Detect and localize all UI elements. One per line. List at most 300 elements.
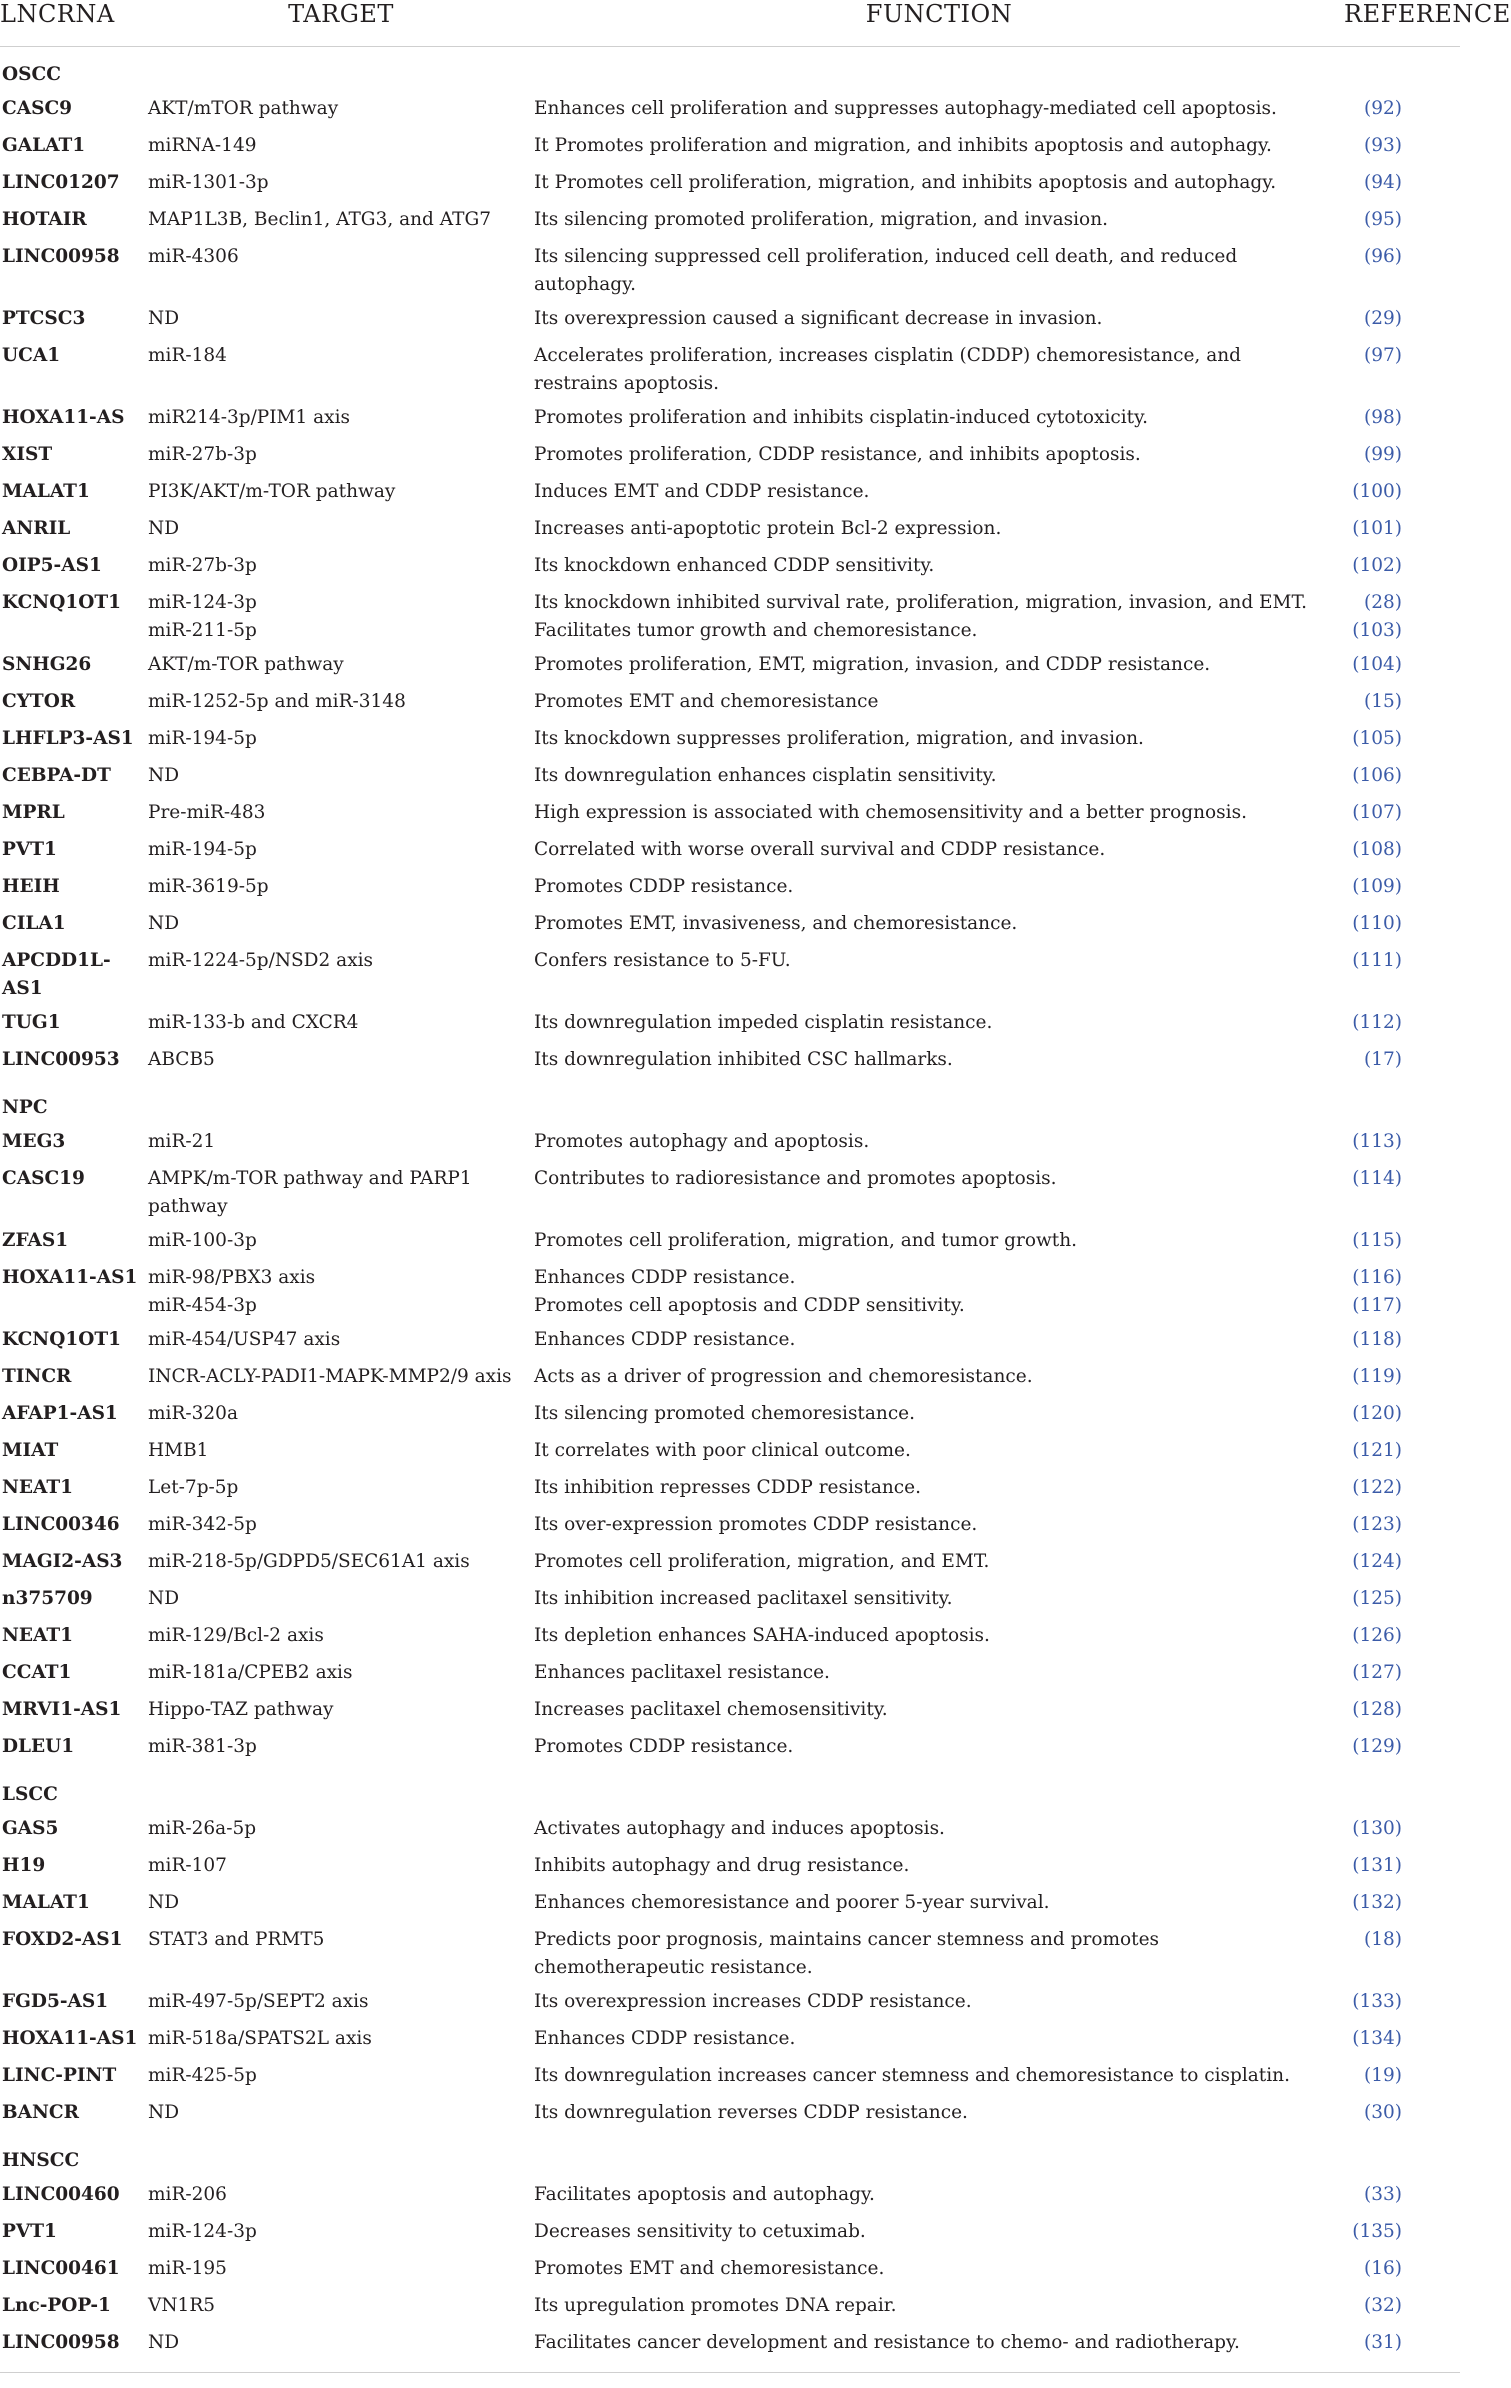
cell-function-line: Accelerates proliferation, increases cisplatin (CDDP) chemoresistance, and restrains apoptosis.	[534, 345, 1241, 394]
cell-target-line: VN1R5	[148, 2295, 216, 2316]
cell-reference	[1344, 870, 1460, 907]
cell-function-line: Its downregulation impeded cisplatin resistance.	[534, 1012, 993, 1033]
cell-function-line: Enhances cell proliferation and suppresses autophagy-mediated cell apoptosis.	[534, 98, 1277, 119]
cell-reference-line[interactable]: (28)	[1364, 592, 1402, 613]
cell-target-line: miRNA-149	[148, 135, 257, 156]
cell-reference-line[interactable]: (101)	[1352, 518, 1402, 539]
cell-target	[148, 1693, 534, 1730]
cell-function	[534, 1125, 1344, 1162]
cell-reference-line[interactable]: (134)	[1352, 2028, 1402, 2049]
section-row	[0, 1080, 1460, 1125]
cell-function	[534, 1656, 1344, 1693]
cell-lncrna: TUG1	[2, 1012, 61, 1033]
cell-lncrna: CYTOR	[2, 691, 76, 712]
cell-reference	[1344, 438, 1460, 475]
cell-reference-line[interactable]: (92)	[1364, 98, 1402, 119]
cell-reference-line[interactable]: (94)	[1364, 172, 1402, 193]
cell-reference-line[interactable]: (117)	[1352, 1295, 1402, 1316]
cell-target-line: miR-206	[148, 2184, 227, 2205]
cell-lncrna: CEBPA-DT	[2, 765, 111, 786]
cell-target	[148, 240, 534, 302]
cell-reference-line[interactable]: (113)	[1352, 1131, 1402, 1152]
cell-function	[534, 586, 1344, 648]
cell-lncrna: MIAT	[2, 1440, 59, 1461]
cell-function-line: Its upregulation promotes DNA repair.	[534, 2295, 897, 2316]
cell-target	[148, 1886, 534, 1923]
cell-reference-line[interactable]: (115)	[1352, 1230, 1402, 1251]
cell-reference	[1344, 1693, 1460, 1730]
table-row	[0, 685, 1460, 722]
cell-reference-line[interactable]: (132)	[1352, 1892, 1402, 1913]
table-row	[0, 2289, 1460, 2326]
cell-function	[534, 1508, 1344, 1545]
cell-function-line: Its overexpression caused a significant decrease in invasion.	[534, 308, 1103, 329]
cell-reference	[1344, 549, 1460, 586]
cell-reference-line[interactable]: (119)	[1352, 1366, 1402, 1387]
cell-target	[148, 586, 534, 648]
cell-reference	[1344, 1508, 1460, 1545]
cell-target-line: ABCB5	[148, 1049, 215, 1070]
cell-function-line: Its downregulation increases cancer stemness and chemoresistance to cisplatin.	[534, 2065, 1290, 2086]
table-row	[0, 1397, 1460, 1434]
cell-target-line: miR-320a	[148, 1403, 238, 1424]
section-label: NPC	[2, 1097, 48, 1118]
cell-lncrna: H19	[2, 1855, 46, 1876]
cell-lncrna: LINC01207	[2, 172, 120, 193]
cell-function-line: Enhances CDDP resistance.	[534, 1267, 796, 1288]
cell-target	[148, 302, 534, 339]
cell-reference-line[interactable]: (29)	[1364, 308, 1402, 329]
cell-function-line: Induces EMT and CDDP resistance.	[534, 481, 870, 502]
cell-target-line: miR-133-b and CXCR4	[148, 1012, 359, 1033]
cell-reference	[1344, 1923, 1460, 1985]
cell-function	[534, 549, 1344, 586]
cell-function	[534, 1923, 1344, 1985]
cell-lncrna: NEAT1	[2, 1477, 73, 1498]
cell-reference-line[interactable]: (109)	[1352, 876, 1402, 897]
cell-function	[534, 1434, 1344, 1471]
cell-function	[534, 438, 1344, 475]
cell-lncrna: MALAT1	[2, 481, 90, 502]
cell-target	[148, 870, 534, 907]
cell-target-line: miR-184	[148, 345, 227, 366]
cell-function-line: Facilitates tumor growth and chemoresistance.	[534, 620, 978, 641]
cell-function	[534, 2252, 1344, 2289]
table-row	[0, 302, 1460, 339]
cell-function-line: Its knockdown enhanced CDDP sensitivity.	[534, 555, 935, 576]
cell-function-line: Promotes cell apoptosis and CDDP sensitivity.	[534, 1295, 965, 1316]
cell-reference-line[interactable]: (15)	[1364, 691, 1402, 712]
cell-reference	[1344, 1545, 1460, 1582]
cell-target	[148, 1582, 534, 1619]
cell-target	[148, 1730, 534, 1767]
cell-function	[534, 339, 1344, 401]
cell-reference-line[interactable]: (121)	[1352, 1440, 1402, 1461]
cell-function-line: Its silencing promoted proliferation, migration, and invasion.	[534, 209, 1108, 230]
cell-target-line: INCR-ACLY-PADI1-MAPK-MMP2/9 axis	[148, 1366, 512, 1387]
table-row	[0, 2059, 1460, 2096]
cell-reference	[1344, 1812, 1460, 1849]
cell-lncrna: CCAT1	[2, 1662, 72, 1683]
cell-function	[534, 92, 1344, 129]
cell-reference-line[interactable]: (19)	[1364, 2065, 1402, 2086]
cell-target-line: miR-1301-3p	[148, 172, 269, 193]
cell-reference	[1344, 1582, 1460, 1619]
cell-reference-line[interactable]: (108)	[1352, 839, 1402, 860]
cell-target-line: miR-218-5p/GDPD5/SEC61A1 axis	[148, 1551, 470, 1572]
cell-reference	[1344, 2096, 1460, 2133]
cell-target-line: ND	[148, 518, 180, 539]
table-row	[0, 1508, 1460, 1545]
cell-target	[148, 833, 534, 870]
cell-lncrna: MPRL	[2, 802, 65, 823]
cell-function	[534, 1261, 1344, 1323]
cell-reference-line[interactable]: (129)	[1352, 1736, 1402, 1757]
header-function: FUNCTION	[534, 0, 1344, 47]
cell-target	[148, 512, 534, 549]
cell-target-line: PI3K/AKT/m-TOR pathway	[148, 481, 396, 502]
cell-target-line: miR-1224-5p/NSD2 axis	[148, 950, 374, 971]
cell-target-line: Pre-miR-483	[148, 802, 266, 823]
cell-target-line: ND	[148, 1892, 180, 1913]
table-row	[0, 870, 1460, 907]
cell-lncrna: HOTAIR	[2, 209, 87, 230]
cell-reference-line[interactable]: (98)	[1364, 407, 1402, 428]
cell-reference-line[interactable]: (31)	[1364, 2332, 1402, 2353]
cell-reference-line[interactable]: (18)	[1364, 1929, 1402, 1950]
cell-lncrna: HEIH	[2, 876, 60, 897]
cell-target	[148, 759, 534, 796]
table-row	[0, 1323, 1460, 1360]
cell-lncrna: AFAP1-AS1	[2, 1403, 118, 1424]
cell-lncrna: HOXA11-AS1	[2, 1267, 138, 1288]
cell-reference-line[interactable]: (96)	[1364, 246, 1402, 267]
cell-function-line: Acts as a driver of progression and chemoresistance.	[534, 1366, 1033, 1387]
cell-target	[148, 1323, 534, 1360]
table-body	[0, 47, 1460, 2373]
cell-lncrna: GAS5	[2, 1818, 59, 1839]
cell-lncrna: MRVI1-AS1	[2, 1699, 122, 1720]
cell-target-line: miR-100-3p	[148, 1230, 257, 1251]
cell-function	[534, 2178, 1344, 2215]
cell-target	[148, 2252, 534, 2289]
cell-target-line: AKT/m-TOR pathway	[148, 654, 344, 675]
cell-reference	[1344, 1656, 1460, 1693]
cell-reference-line[interactable]: (32)	[1364, 2295, 1402, 2316]
cell-target	[148, 1508, 534, 1545]
cell-function	[534, 1582, 1344, 1619]
cell-target	[148, 2096, 534, 2133]
cell-function	[534, 1323, 1344, 1360]
cell-function-line: Confers resistance to 5-FU.	[534, 950, 791, 971]
cell-reference-line[interactable]: (130)	[1352, 1818, 1402, 1839]
table-row	[0, 2022, 1460, 2059]
cell-reference	[1344, 2215, 1460, 2252]
cell-reference	[1344, 907, 1460, 944]
cell-reference	[1344, 833, 1460, 870]
cell-lncrna: FGD5-AS1	[2, 1991, 109, 2012]
cell-function	[534, 475, 1344, 512]
cell-target-line: miR-3619-5p	[148, 876, 269, 897]
cell-reference	[1344, 339, 1460, 401]
cell-lncrna: SNHG26	[2, 654, 92, 675]
cell-target	[148, 1125, 534, 1162]
cell-function	[534, 870, 1344, 907]
cell-function	[534, 944, 1344, 1006]
table-row	[0, 1812, 1460, 1849]
table-row	[0, 1471, 1460, 1508]
cell-target-line: miR-107	[148, 1855, 227, 1876]
table-row	[0, 339, 1460, 401]
table-row	[0, 1730, 1460, 1767]
cell-lncrna: OIP5-AS1	[2, 555, 102, 576]
cell-target	[148, 1985, 534, 2022]
cell-target-line: miR-454/USP47 axis	[148, 1329, 341, 1350]
cell-reference-line[interactable]: (16)	[1364, 2258, 1402, 2279]
cell-function	[534, 2096, 1344, 2133]
cell-lncrna: CILA1	[2, 913, 66, 934]
cell-reference-line[interactable]: (33)	[1364, 2184, 1402, 2205]
cell-reference-line[interactable]: (17)	[1364, 1049, 1402, 1070]
cell-function-line: Enhances CDDP resistance.	[534, 2028, 796, 2049]
cell-reference	[1344, 512, 1460, 549]
cell-reference-line[interactable]: (105)	[1352, 728, 1402, 749]
cell-reference-line[interactable]: (95)	[1364, 209, 1402, 230]
cell-lncrna: LINC-PINT	[2, 2065, 117, 2086]
table-row	[0, 129, 1460, 166]
cell-function-line: Promotes proliferation and inhibits cisplatin-induced cytotoxicity.	[534, 407, 1148, 428]
cell-target-line: ND	[148, 2332, 180, 2353]
cell-target	[148, 648, 534, 685]
cell-reference-line[interactable]: (30)	[1364, 2102, 1402, 2123]
cell-reference	[1344, 1261, 1460, 1323]
cell-target	[148, 1923, 534, 1985]
cell-function	[534, 1619, 1344, 1656]
cell-lncrna: LINC00346	[2, 1514, 120, 1535]
cell-target	[148, 203, 534, 240]
cell-lncrna: UCA1	[2, 345, 61, 366]
cell-reference-line[interactable]: (110)	[1352, 913, 1402, 934]
cell-reference-line[interactable]: (114)	[1352, 1168, 1402, 1189]
cell-function-line: It Promotes proliferation and migration, and inhibits apoptosis and autophagy.	[534, 135, 1272, 156]
table-row	[0, 944, 1460, 1006]
table-row	[0, 401, 1460, 438]
cell-lncrna: DLEU1	[2, 1736, 75, 1757]
cell-target	[148, 944, 534, 1006]
cell-reference-line[interactable]: (126)	[1352, 1625, 1402, 1646]
cell-reference-line[interactable]: (99)	[1364, 444, 1402, 465]
cell-function-line: Facilitates cancer development and resistance to chemo- and radiotherapy.	[534, 2332, 1240, 2353]
cell-reference-line[interactable]: (133)	[1352, 1991, 1402, 2012]
cell-reference	[1344, 796, 1460, 833]
cell-function-line: Its downregulation reverses CDDP resistance.	[534, 2102, 968, 2123]
cell-function-line: Its knockdown suppresses proliferation, migration, and invasion.	[534, 728, 1144, 749]
cell-target	[148, 2178, 534, 2215]
header-lncrna: LNCRNA	[0, 0, 148, 47]
cell-function-line: Promotes autophagy and apoptosis.	[534, 1131, 870, 1152]
cell-lncrna: NEAT1	[2, 1625, 73, 1646]
cell-function-line: Its silencing suppressed cell proliferation, induced cell death, and reduced autophagy.	[534, 246, 1238, 295]
cell-reference	[1344, 2022, 1460, 2059]
cell-target	[148, 2022, 534, 2059]
cell-lncrna: MALAT1	[2, 1892, 90, 1913]
cell-lncrna: LINC00958	[2, 246, 120, 267]
cell-function-line: Its depletion enhances SAHA-induced apoptosis.	[534, 1625, 990, 1646]
cell-reference	[1344, 1730, 1460, 1767]
cell-target-line: miR-425-5p	[148, 2065, 257, 2086]
cell-reference-line[interactable]: (125)	[1352, 1588, 1402, 1609]
cell-function-line: Its downregulation inhibited CSC hallmarks.	[534, 1049, 953, 1070]
cell-reference-line[interactable]: (112)	[1352, 1012, 1402, 1033]
cell-function-line: High expression is associated with chemosensitivity and a better prognosis.	[534, 802, 1247, 823]
cell-reference	[1344, 92, 1460, 129]
cell-reference-line[interactable]: (107)	[1352, 802, 1402, 823]
cell-reference-line[interactable]: (104)	[1352, 654, 1402, 675]
cell-target-line: miR-497-5p/SEPT2 axis	[148, 1991, 369, 2012]
table-row	[0, 1923, 1460, 1985]
cell-lncrna: GALAT1	[2, 135, 86, 156]
section-label: OSCC	[2, 64, 61, 85]
cell-reference-line[interactable]: (118)	[1352, 1329, 1402, 1350]
cell-reference	[1344, 1043, 1460, 1080]
cell-reference	[1344, 129, 1460, 166]
cell-target-line: miR214-3p/PIM1 axis	[148, 407, 351, 428]
cell-target	[148, 1545, 534, 1582]
cell-target-line: ND	[148, 913, 180, 934]
table-row	[0, 759, 1460, 796]
cell-function	[534, 512, 1344, 549]
cell-reference-line[interactable]: (106)	[1352, 765, 1402, 786]
cell-target	[148, 1619, 534, 1656]
table-row	[0, 512, 1460, 549]
table-row	[0, 1985, 1460, 2022]
cell-reference-line[interactable]: (135)	[1352, 2221, 1402, 2242]
table-row	[0, 2326, 1460, 2373]
cell-function-line: Its inhibition represses CDDP resistance.	[534, 1477, 921, 1498]
cell-target-line: AMPK/m-TOR pathway and PARP1 pathway	[148, 1168, 472, 1217]
cell-lncrna: LINC00461	[2, 2258, 120, 2279]
cell-target-line: ND	[148, 765, 180, 786]
cell-function-line: Inhibits autophagy and drug resistance.	[534, 1855, 910, 1876]
cell-reference-line[interactable]: (127)	[1352, 1662, 1402, 1683]
cell-lncrna: FOXD2-AS1	[2, 1929, 123, 1950]
cell-function	[534, 2326, 1344, 2373]
table-row	[0, 92, 1460, 129]
cell-lncrna: LINC00958	[0, 2326, 148, 2373]
table-row	[0, 203, 1460, 240]
cell-reference-line[interactable]: (123)	[1352, 1514, 1402, 1535]
cell-reference-line[interactable]: (120)	[1352, 1403, 1402, 1424]
cell-target	[148, 1261, 534, 1323]
cell-function	[534, 1471, 1344, 1508]
cell-reference-line[interactable]: (124)	[1352, 1551, 1402, 1572]
cell-lncrna: XIST	[2, 444, 53, 465]
cell-reference	[1344, 1471, 1460, 1508]
table-row	[0, 586, 1460, 648]
cell-target-line: ND	[148, 1588, 180, 1609]
cell-reference	[1344, 1360, 1460, 1397]
cell-target	[148, 1162, 534, 1224]
cell-reference-line[interactable]: (131)	[1352, 1855, 1402, 1876]
cell-reference	[1344, 401, 1460, 438]
cell-lncrna: PVT1	[2, 839, 57, 860]
cell-function-line: Promotes proliferation, EMT, migration, invasion, and CDDP resistance.	[534, 654, 1211, 675]
cell-target-line: miR-26a-5p	[148, 1818, 257, 1839]
cell-lncrna: LHFLP3-AS1	[2, 728, 134, 749]
cell-function-line: Promotes CDDP resistance.	[534, 876, 794, 897]
cell-reference	[1344, 1224, 1460, 1261]
cell-function	[534, 1360, 1344, 1397]
table-row	[0, 2252, 1460, 2289]
cell-target-line: miR-4306	[148, 246, 239, 267]
cell-reference-line[interactable]: (100)	[1352, 481, 1402, 502]
cell-function	[534, 907, 1344, 944]
cell-reference-line[interactable]: (111)	[1352, 950, 1402, 971]
cell-target	[148, 1812, 534, 1849]
cell-reference-line[interactable]: (93)	[1364, 135, 1402, 156]
cell-reference	[1344, 475, 1460, 512]
table-row	[0, 1582, 1460, 1619]
table-row	[0, 475, 1460, 512]
cell-reference-line[interactable]: (103)	[1352, 620, 1402, 641]
cell-reference	[1344, 1619, 1460, 1656]
table-row	[0, 648, 1460, 685]
cell-target-line: miR-27b-3p	[148, 444, 257, 465]
cell-function-line: Its knockdown inhibited survival rate, proliferation, migration, invasion, and EMT.	[534, 592, 1307, 613]
cell-target-line: STAT3 and PRMT5	[148, 1929, 325, 1950]
cell-target-line: miR-181a/CPEB2 axis	[148, 1662, 353, 1683]
cell-function-line: Promotes EMT, invasiveness, and chemoresistance.	[534, 913, 1018, 934]
cell-target	[148, 549, 534, 586]
cell-reference	[1344, 1849, 1460, 1886]
cell-reference-line[interactable]: (116)	[1352, 1267, 1402, 1288]
table-row	[0, 722, 1460, 759]
cell-target-line: miR-1252-5p and miR-3148	[148, 691, 406, 712]
cell-target	[148, 1360, 534, 1397]
cell-target	[148, 1849, 534, 1886]
cell-reference-line[interactable]: (122)	[1352, 1477, 1402, 1498]
cell-lncrna: HOXA11-AS	[2, 407, 125, 428]
cell-target	[148, 722, 534, 759]
cell-target	[148, 1224, 534, 1261]
cell-reference-line[interactable]: (128)	[1352, 1699, 1402, 1720]
table-row	[0, 1886, 1460, 1923]
cell-function-line: It correlates with poor clinical outcome.	[534, 1440, 911, 1461]
section-row	[0, 2133, 1460, 2178]
cell-function-line: Promotes EMT and chemoresistance	[534, 691, 879, 712]
cell-lncrna: MEG3	[2, 1131, 66, 1152]
cell-reference	[1344, 203, 1460, 240]
cell-function	[534, 2022, 1344, 2059]
cell-target	[148, 2059, 534, 2096]
cell-lncrna: n375709	[2, 1588, 93, 1609]
cell-function	[534, 1006, 1344, 1043]
table-row	[0, 1261, 1460, 1323]
cell-reference-line[interactable]: (102)	[1352, 555, 1402, 576]
cell-target-line: MAP1L3B, Beclin1, ATG3, and ATG7	[148, 209, 492, 230]
cell-function	[534, 722, 1344, 759]
cell-lncrna: KCNQ1OT1	[2, 592, 121, 613]
table-row	[0, 1849, 1460, 1886]
cell-target	[148, 339, 534, 401]
table-row	[0, 549, 1460, 586]
cell-function	[534, 1693, 1344, 1730]
section-label: HNSCC	[2, 2150, 80, 2171]
cell-target	[148, 475, 534, 512]
cell-function	[534, 2059, 1344, 2096]
cell-target-line: Hippo-TAZ pathway	[148, 1699, 334, 1720]
cell-reference-line[interactable]: (97)	[1364, 345, 1402, 366]
